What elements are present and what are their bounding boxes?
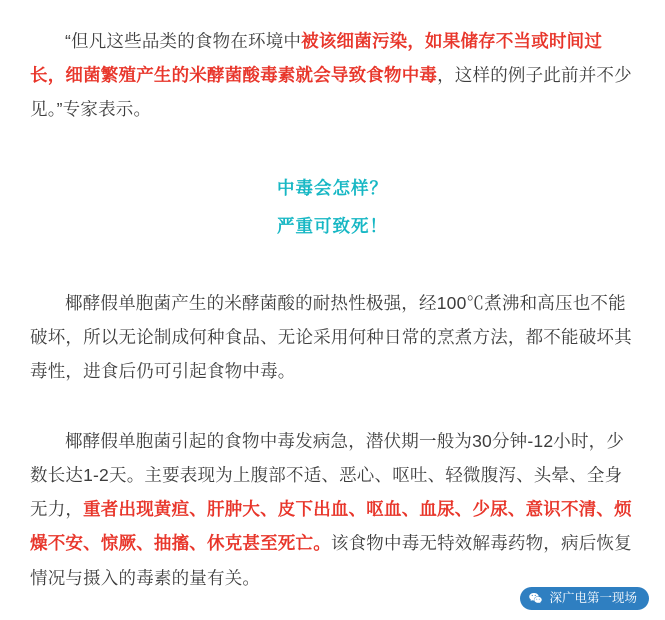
section-heading-line-1: 中毒会怎样？ <box>277 178 388 199</box>
body-paragraph-2-text-plain-2: 该食物中毒无特效解毒药物，病后恢复情况与摄入的毒素的量有关。 <box>30 533 632 588</box>
section-heading-block <box>30 170 635 245</box>
wechat-icon <box>528 591 543 606</box>
quote-text-highlight: 被该细菌污染，如果储存不当或时间过长，细菌繁殖产生的米酵菌酸毒素就会导致食物中毒 <box>30 31 603 86</box>
body-paragraph-1 <box>30 286 635 388</box>
body-paragraph-1-text: 椰酵假单胞菌产生的米酵菌酸的耐热性极强，经100℃煮沸和高压也不能破坏，所以无论制成何种食品、无论采用何种日常的烹煮方法，都不能破坏其毒性，进食后仍可引起食物中毒。 <box>30 292 632 381</box>
body-paragraph-2 <box>30 424 635 595</box>
quote-text-plain-2: ，这样的例子此前并不少见。”专家表示。 <box>30 65 632 120</box>
section-heading-line-2: 严重可致死！ <box>277 216 388 236</box>
wechat-account-badge[interactable] <box>520 587 649 610</box>
body-paragraph-2-text-highlight: 重者出现黄疸、肝肿大、皮下出血、呕血、血尿、少尿、意识不清、烦燥不安、惊厥、抽搐、休克甚至死亡。 <box>30 499 632 554</box>
quote-text-plain-1: “但凡这些品类的食物在环境中 <box>65 31 302 51</box>
wechat-account-name: 深广电第一现场 <box>549 591 637 606</box>
quote-paragraph <box>30 24 635 126</box>
body-paragraph-2-text-plain-1: 椰酵假单胞菌引起的食物中毒发病急，潜伏期一般为30分钟-12小时，少数长达1-2天。主要表现为上腹部不适、恶心、呕吐、轻微腹泻、头晕、全身无力， <box>30 431 625 520</box>
